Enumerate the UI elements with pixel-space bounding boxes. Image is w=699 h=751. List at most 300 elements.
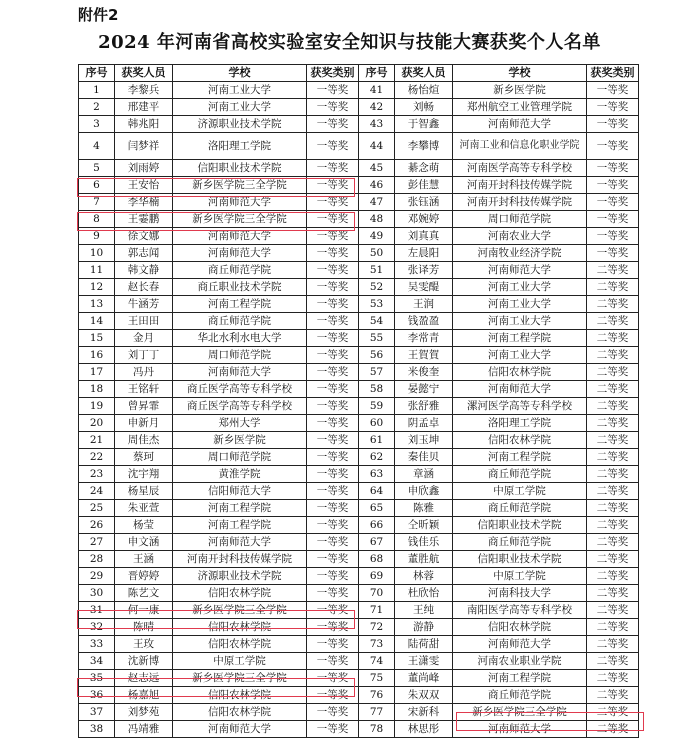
school-name: 河南师范大学 bbox=[453, 721, 587, 738]
row-number: 35 bbox=[79, 670, 115, 687]
award-category: 二等奖 bbox=[587, 721, 639, 738]
row-number: 77 bbox=[359, 704, 395, 721]
award-category: 二等奖 bbox=[587, 415, 639, 432]
document-title: 2024 年河南省高校实验室安全知识与技能大赛获奖个人名单 bbox=[98, 32, 601, 53]
award-category: 一等奖 bbox=[307, 619, 359, 636]
school-name: 河南工程学院 bbox=[173, 296, 307, 313]
row-number: 47 bbox=[359, 194, 395, 211]
header-cell: 序号 bbox=[79, 65, 115, 82]
award-category: 二等奖 bbox=[587, 432, 639, 449]
winner-name: 李黎兵 bbox=[115, 82, 173, 99]
school-name: 漯河医学高等专科学校 bbox=[453, 398, 587, 415]
header-cell: 学校 bbox=[173, 65, 307, 82]
winner-name: 王铭轩 bbox=[115, 381, 173, 398]
table-row bbox=[79, 415, 639, 432]
table-row bbox=[79, 82, 639, 99]
table-row bbox=[79, 364, 639, 381]
winner-name: 李攀博 bbox=[395, 133, 453, 160]
table-row bbox=[79, 116, 639, 133]
school-name: 商丘师范学院 bbox=[453, 466, 587, 483]
table-row bbox=[79, 619, 639, 636]
school-name: 河南工业大学 bbox=[453, 296, 587, 313]
table-row bbox=[79, 551, 639, 568]
winner-name: 王纯 bbox=[395, 602, 453, 619]
row-number: 52 bbox=[359, 279, 395, 296]
winner-name: 张舒雅 bbox=[395, 398, 453, 415]
row-number: 60 bbox=[359, 415, 395, 432]
row-number: 37 bbox=[79, 704, 115, 721]
winner-name: 李常青 bbox=[395, 330, 453, 347]
winner-name: 杨莹 bbox=[115, 517, 173, 534]
row-number: 8 bbox=[79, 211, 115, 228]
award-category: 一等奖 bbox=[307, 381, 359, 398]
school-name: 商丘师范学院 bbox=[453, 687, 587, 704]
school-name: 华北水利水电大学 bbox=[173, 330, 307, 347]
award-category: 二等奖 bbox=[587, 330, 639, 347]
row-number: 4 bbox=[79, 133, 115, 160]
winner-name: 游静 bbox=[395, 619, 453, 636]
school-name: 河南农业职业学院 bbox=[453, 653, 587, 670]
school-name: 新乡医学院 bbox=[173, 432, 307, 449]
row-number: 44 bbox=[359, 133, 395, 160]
school-name: 河南工程学院 bbox=[173, 500, 307, 517]
school-name: 河南工程学院 bbox=[173, 517, 307, 534]
school-name: 河南科技大学 bbox=[453, 585, 587, 602]
row-number: 10 bbox=[79, 245, 115, 262]
winner-name: 申欣鑫 bbox=[395, 483, 453, 500]
award-category: 一等奖 bbox=[587, 194, 639, 211]
school-name: 中原工学院 bbox=[173, 653, 307, 670]
row-number: 14 bbox=[79, 313, 115, 330]
school-name: 黄淮学院 bbox=[173, 466, 307, 483]
winner-name: 杨怡煊 bbox=[395, 82, 453, 99]
award-category: 一等奖 bbox=[307, 449, 359, 466]
award-category: 二等奖 bbox=[587, 585, 639, 602]
row-number: 2 bbox=[79, 99, 115, 116]
winner-name: 刘真真 bbox=[395, 228, 453, 245]
table-row bbox=[79, 279, 639, 296]
school-name: 商丘师范学院 bbox=[453, 500, 587, 517]
school-name: 商丘医学高等专科学校 bbox=[173, 381, 307, 398]
winner-name: 邓婉婷 bbox=[395, 211, 453, 228]
school-name: 河南工业大学 bbox=[453, 279, 587, 296]
row-number: 9 bbox=[79, 228, 115, 245]
award-category: 一等奖 bbox=[307, 415, 359, 432]
table-row bbox=[79, 534, 639, 551]
winner-name: 赵长春 bbox=[115, 279, 173, 296]
row-number: 50 bbox=[359, 245, 395, 262]
school-name: 济源职业技术学院 bbox=[173, 116, 307, 133]
header-cell: 获奖类别 bbox=[587, 65, 639, 82]
winner-name: 仝昕颖 bbox=[395, 517, 453, 534]
winner-name: 晋婷婷 bbox=[115, 568, 173, 585]
row-number: 58 bbox=[359, 381, 395, 398]
award-category: 二等奖 bbox=[587, 483, 639, 500]
award-category: 二等奖 bbox=[587, 619, 639, 636]
award-category: 一等奖 bbox=[307, 432, 359, 449]
school-name: 新乡医学院三全学院 bbox=[173, 211, 307, 228]
school-name: 河南工业大学 bbox=[453, 347, 587, 364]
winner-name: 杜欣怡 bbox=[395, 585, 453, 602]
table-row bbox=[79, 211, 639, 228]
school-name: 郑州航空工业管理学院 bbox=[453, 99, 587, 116]
school-name: 信阳农林学院 bbox=[453, 619, 587, 636]
row-number: 11 bbox=[79, 262, 115, 279]
header-cell: 获奖类别 bbox=[307, 65, 359, 82]
row-number: 48 bbox=[359, 211, 395, 228]
winner-name: 董胜航 bbox=[395, 551, 453, 568]
school-name: 河南师范大学 bbox=[173, 721, 307, 738]
school-name: 商丘师范学院 bbox=[173, 262, 307, 279]
row-number: 31 bbox=[79, 602, 115, 619]
header-cell: 获奖人员 bbox=[395, 65, 453, 82]
award-category: 一等奖 bbox=[307, 330, 359, 347]
row-number: 49 bbox=[359, 228, 395, 245]
row-number: 18 bbox=[79, 381, 115, 398]
table-row bbox=[79, 99, 639, 116]
award-category: 二等奖 bbox=[587, 517, 639, 534]
award-category: 一等奖 bbox=[307, 551, 359, 568]
winner-name: 杨嘉旭 bbox=[115, 687, 173, 704]
winner-name: 綦念萌 bbox=[395, 160, 453, 177]
row-number: 66 bbox=[359, 517, 395, 534]
award-category: 二等奖 bbox=[587, 670, 639, 687]
school-name: 河南开封科技传媒学院 bbox=[453, 177, 587, 194]
award-category: 二等奖 bbox=[587, 704, 639, 721]
row-number: 43 bbox=[359, 116, 395, 133]
school-name: 河南工业和信息化职业学院 bbox=[453, 133, 587, 160]
award-category: 二等奖 bbox=[587, 364, 639, 381]
school-name: 中原工学院 bbox=[453, 483, 587, 500]
row-number: 33 bbox=[79, 636, 115, 653]
school-name: 信阳农林学院 bbox=[173, 704, 307, 721]
school-name: 河南开封科技传媒学院 bbox=[173, 551, 307, 568]
table-row bbox=[79, 721, 639, 738]
award-category: 一等奖 bbox=[307, 568, 359, 585]
school-name: 河南工程学院 bbox=[453, 670, 587, 687]
row-number: 59 bbox=[359, 398, 395, 415]
award-category: 二等奖 bbox=[587, 602, 639, 619]
table-row bbox=[79, 133, 639, 160]
award-table bbox=[78, 64, 639, 738]
row-number: 7 bbox=[79, 194, 115, 211]
school-name: 济源职业技术学院 bbox=[173, 568, 307, 585]
row-number: 46 bbox=[359, 177, 395, 194]
winner-name: 王玫 bbox=[115, 636, 173, 653]
table-row bbox=[79, 245, 639, 262]
school-name: 河南师范大学 bbox=[453, 381, 587, 398]
school-name: 河南师范大学 bbox=[173, 228, 307, 245]
school-name: 河南工程学院 bbox=[453, 449, 587, 466]
table-row bbox=[79, 330, 639, 347]
school-name: 信阳师范大学 bbox=[173, 483, 307, 500]
table-row bbox=[79, 568, 639, 585]
header-cell: 获奖人员 bbox=[115, 65, 173, 82]
school-name: 河南工业大学 bbox=[453, 313, 587, 330]
winner-name: 刘丁丁 bbox=[115, 347, 173, 364]
winner-name: 沈新博 bbox=[115, 653, 173, 670]
table-row bbox=[79, 704, 639, 721]
table-row bbox=[79, 449, 639, 466]
row-number: 28 bbox=[79, 551, 115, 568]
row-number: 70 bbox=[359, 585, 395, 602]
school-name: 中原工学院 bbox=[453, 568, 587, 585]
table-row bbox=[79, 381, 639, 398]
school-name: 商丘师范学院 bbox=[173, 313, 307, 330]
row-number: 76 bbox=[359, 687, 395, 704]
school-name: 河南师范大学 bbox=[453, 116, 587, 133]
winner-name: 韩文静 bbox=[115, 262, 173, 279]
annex-label: 附件2 bbox=[78, 6, 119, 24]
winner-name: 刘畅 bbox=[395, 99, 453, 116]
row-number: 56 bbox=[359, 347, 395, 364]
row-number: 63 bbox=[359, 466, 395, 483]
winner-name: 宋新科 bbox=[395, 704, 453, 721]
row-number: 15 bbox=[79, 330, 115, 347]
row-number: 29 bbox=[79, 568, 115, 585]
row-number: 51 bbox=[359, 262, 395, 279]
winner-name: 沈宇翔 bbox=[115, 466, 173, 483]
row-number: 71 bbox=[359, 602, 395, 619]
table-row bbox=[79, 670, 639, 687]
winner-name: 吴雯醍 bbox=[395, 279, 453, 296]
award-category: 一等奖 bbox=[307, 245, 359, 262]
winner-name: 周佳杰 bbox=[115, 432, 173, 449]
row-number: 42 bbox=[359, 99, 395, 116]
award-category: 一等奖 bbox=[587, 116, 639, 133]
award-category: 一等奖 bbox=[307, 517, 359, 534]
header-cell: 序号 bbox=[359, 65, 395, 82]
award-category: 一等奖 bbox=[307, 602, 359, 619]
winner-name: 牛涵芳 bbox=[115, 296, 173, 313]
row-number: 16 bbox=[79, 347, 115, 364]
table-row bbox=[79, 500, 639, 517]
table-row bbox=[79, 398, 639, 415]
award-category: 一等奖 bbox=[307, 211, 359, 228]
school-name: 商丘医学高等专科学校 bbox=[173, 398, 307, 415]
row-number: 13 bbox=[79, 296, 115, 313]
school-name: 河南牧业经济学院 bbox=[453, 245, 587, 262]
school-name: 河南师范大学 bbox=[173, 245, 307, 262]
row-number: 75 bbox=[359, 670, 395, 687]
award-category: 一等奖 bbox=[307, 194, 359, 211]
winner-name: 王田田 bbox=[115, 313, 173, 330]
school-name: 新乡医学院三全学院 bbox=[173, 602, 307, 619]
school-name: 信阳职业技术学院 bbox=[453, 517, 587, 534]
school-name: 河南师范大学 bbox=[173, 364, 307, 381]
table-row bbox=[79, 636, 639, 653]
award-category: 二等奖 bbox=[587, 449, 639, 466]
school-name: 周口师范学院 bbox=[453, 211, 587, 228]
school-name: 河南师范大学 bbox=[173, 534, 307, 551]
school-name: 河南师范大学 bbox=[453, 262, 587, 279]
school-name: 信阳农林学院 bbox=[173, 585, 307, 602]
row-number: 54 bbox=[359, 313, 395, 330]
winner-name: 米俊奎 bbox=[395, 364, 453, 381]
school-name: 商丘职业技术学院 bbox=[173, 279, 307, 296]
award-category: 一等奖 bbox=[307, 364, 359, 381]
row-number: 62 bbox=[359, 449, 395, 466]
award-category: 二等奖 bbox=[587, 534, 639, 551]
row-number: 36 bbox=[79, 687, 115, 704]
winner-name: 陈艺文 bbox=[115, 585, 173, 602]
school-name: 河南开封科技传媒学院 bbox=[453, 194, 587, 211]
award-category: 一等奖 bbox=[307, 347, 359, 364]
award-category: 一等奖 bbox=[587, 211, 639, 228]
winner-name: 韩兆阳 bbox=[115, 116, 173, 133]
winner-name: 陈雅 bbox=[395, 500, 453, 517]
award-category: 一等奖 bbox=[587, 99, 639, 116]
row-number: 30 bbox=[79, 585, 115, 602]
award-category: 二等奖 bbox=[587, 687, 639, 704]
award-category: 一等奖 bbox=[307, 177, 359, 194]
school-name: 新乡医学院三全学院 bbox=[173, 670, 307, 687]
table-row bbox=[79, 517, 639, 534]
winner-name: 李华楠 bbox=[115, 194, 173, 211]
award-category: 二等奖 bbox=[587, 398, 639, 415]
award-category: 二等奖 bbox=[587, 347, 639, 364]
winner-name: 于智鑫 bbox=[395, 116, 453, 133]
winner-name: 杨星辰 bbox=[115, 483, 173, 500]
table-row bbox=[79, 347, 639, 364]
row-number: 69 bbox=[359, 568, 395, 585]
award-category: 一等奖 bbox=[307, 500, 359, 517]
table-row bbox=[79, 687, 639, 704]
table-row bbox=[79, 194, 639, 211]
school-name: 信阳职业技术学院 bbox=[453, 551, 587, 568]
winner-name: 王润 bbox=[395, 296, 453, 313]
award-category: 一等奖 bbox=[307, 313, 359, 330]
winner-name: 闫梦祥 bbox=[115, 133, 173, 160]
row-number: 68 bbox=[359, 551, 395, 568]
school-name: 郑州大学 bbox=[173, 415, 307, 432]
row-number: 6 bbox=[79, 177, 115, 194]
winner-name: 林思彤 bbox=[395, 721, 453, 738]
row-number: 24 bbox=[79, 483, 115, 500]
school-name: 洛阳理工学院 bbox=[453, 415, 587, 432]
row-number: 27 bbox=[79, 534, 115, 551]
row-number: 45 bbox=[359, 160, 395, 177]
school-name: 新乡医学院 bbox=[453, 82, 587, 99]
winner-name: 赵志远 bbox=[115, 670, 173, 687]
row-number: 78 bbox=[359, 721, 395, 738]
award-category: 一等奖 bbox=[307, 670, 359, 687]
winner-name: 陆荷甜 bbox=[395, 636, 453, 653]
table-row bbox=[79, 466, 639, 483]
award-category: 一等奖 bbox=[587, 160, 639, 177]
school-name: 信阳农林学院 bbox=[173, 687, 307, 704]
school-name: 河南工业大学 bbox=[173, 99, 307, 116]
award-category: 一等奖 bbox=[307, 82, 359, 99]
award-category: 二等奖 bbox=[587, 279, 639, 296]
winner-name: 王潇雯 bbox=[395, 653, 453, 670]
award-category: 一等奖 bbox=[587, 133, 639, 160]
school-name: 新乡医学院三全学院 bbox=[173, 177, 307, 194]
row-number: 12 bbox=[79, 279, 115, 296]
winner-name: 申新月 bbox=[115, 415, 173, 432]
table-row bbox=[79, 296, 639, 313]
award-category: 二等奖 bbox=[587, 381, 639, 398]
award-category: 二等奖 bbox=[587, 466, 639, 483]
row-number: 38 bbox=[79, 721, 115, 738]
row-number: 26 bbox=[79, 517, 115, 534]
winner-name: 彭佳慧 bbox=[395, 177, 453, 194]
table-row bbox=[79, 313, 639, 330]
school-name: 周口师范学院 bbox=[173, 347, 307, 364]
winner-name: 蔡珂 bbox=[115, 449, 173, 466]
award-category: 一等奖 bbox=[307, 228, 359, 245]
winner-name: 林蓉 bbox=[395, 568, 453, 585]
header-cell: 学校 bbox=[453, 65, 587, 82]
row-number: 3 bbox=[79, 116, 115, 133]
award-category: 二等奖 bbox=[587, 568, 639, 585]
school-name: 河南工程学院 bbox=[453, 330, 587, 347]
winner-name: 冯丹 bbox=[115, 364, 173, 381]
award-category: 一等奖 bbox=[307, 466, 359, 483]
winner-name: 晏懿宁 bbox=[395, 381, 453, 398]
table-row bbox=[79, 177, 639, 194]
winner-name: 金月 bbox=[115, 330, 173, 347]
award-category: 一等奖 bbox=[307, 116, 359, 133]
winner-name: 钱佳乐 bbox=[395, 534, 453, 551]
winner-name: 刘雨婷 bbox=[115, 160, 173, 177]
table-header-row bbox=[79, 65, 639, 82]
row-number: 72 bbox=[359, 619, 395, 636]
row-number: 64 bbox=[359, 483, 395, 500]
row-number: 23 bbox=[79, 466, 115, 483]
row-number: 5 bbox=[79, 160, 115, 177]
award-category: 一等奖 bbox=[307, 534, 359, 551]
award-category: 一等奖 bbox=[587, 82, 639, 99]
school-name: 新乡医学院三全学院 bbox=[453, 704, 587, 721]
winner-name: 秦佳贝 bbox=[395, 449, 453, 466]
award-category: 一等奖 bbox=[307, 721, 359, 738]
table-row bbox=[79, 653, 639, 670]
table-row bbox=[79, 160, 639, 177]
school-name: 信阳农林学院 bbox=[453, 364, 587, 381]
winner-name: 邢建平 bbox=[115, 99, 173, 116]
row-number: 25 bbox=[79, 500, 115, 517]
award-category: 二等奖 bbox=[587, 313, 639, 330]
school-name: 商丘师范学院 bbox=[453, 534, 587, 551]
row-number: 32 bbox=[79, 619, 115, 636]
winner-name: 张钰涵 bbox=[395, 194, 453, 211]
row-number: 65 bbox=[359, 500, 395, 517]
school-name: 南阳医学高等专科学校 bbox=[453, 602, 587, 619]
winner-name: 郭志闻 bbox=[115, 245, 173, 262]
table-row bbox=[79, 483, 639, 500]
award-category: 一等奖 bbox=[307, 99, 359, 116]
award-category: 一等奖 bbox=[307, 279, 359, 296]
winner-name: 陈晴 bbox=[115, 619, 173, 636]
row-number: 34 bbox=[79, 653, 115, 670]
winner-name: 王涵 bbox=[115, 551, 173, 568]
school-name: 河南师范大学 bbox=[453, 636, 587, 653]
award-category: 一等奖 bbox=[587, 177, 639, 194]
row-number: 1 bbox=[79, 82, 115, 99]
award-category: 一等奖 bbox=[587, 228, 639, 245]
award-category: 一等奖 bbox=[307, 262, 359, 279]
winner-name: 左晨阳 bbox=[395, 245, 453, 262]
winner-name: 徐文娜 bbox=[115, 228, 173, 245]
winner-name: 阴孟卓 bbox=[395, 415, 453, 432]
winner-name: 董尚峰 bbox=[395, 670, 453, 687]
school-name: 信阳农林学院 bbox=[173, 636, 307, 653]
school-name: 洛阳理工学院 bbox=[173, 133, 307, 160]
row-number: 73 bbox=[359, 636, 395, 653]
award-category: 一等奖 bbox=[307, 483, 359, 500]
school-name: 信阳农林学院 bbox=[173, 619, 307, 636]
